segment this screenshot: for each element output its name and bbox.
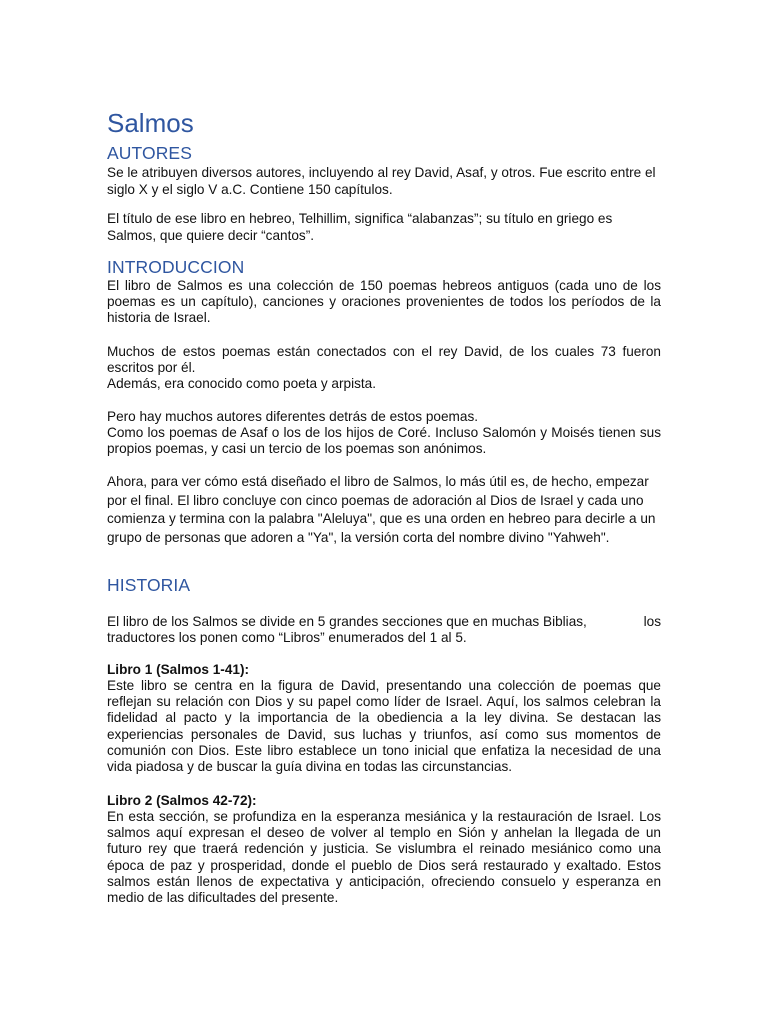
historia-intro-line-1 (107, 614, 661, 630)
historia-intro-line-1-end: los (643, 614, 661, 629)
heading-introduccion: INTRODUCCION (107, 257, 245, 277)
historia-intro-line-2: traductores los ponen como “Libros” enumerados del 1 al 5. (107, 630, 467, 646)
introduccion-paragraph-4: Ahora, para ver cómo está diseñado el libro de Salmos, lo más útil es, de hecho, empezar por el final. El libro concluye con cinco poemas de adoración al Dios de Israel y cada uno comienza y termina con la palabra "Aleluya", que es una orden en hebreo para decirle a un grupo de personas que adoren a "Ya", la versión corta del nombre divino "Yahweh". (107, 474, 656, 545)
introduccion-paragraph-2 (107, 344, 661, 393)
autores-paragraph-2: El título de ese libro en hebreo, Telhillim, significa “alabanzas”; su título en griego es Salmos, que quiere decir “cantos”. (107, 211, 613, 243)
libro-1-title: Libro 1 (Salmos 1-41): (107, 662, 250, 677)
introduccion-paragraph-3 (107, 409, 661, 458)
heading-historia: HISTORIA (107, 575, 191, 595)
libro-1-text: Este libro se centra en la figura de David, presentando una colección de poemas que reflejan su relación con Dios y su papel como líder de Israel. Aquí, los salmos celebran la fidelidad al pacto y la importancia de la obediencia a la ley divina. Se destacan las experiencias personales de David, sus luchas y triunfos, así como sus momentos de comunión con Dios. Este libro establece un tono inicial que enfatiza la necesidad de una vida piadosa y de buscar la guía divina en todas las circunstancias. (107, 678, 661, 775)
introduccion-paragraph-3-first: Pero hay muchos autores diferentes detrás de estos poemas. (107, 409, 479, 424)
document-title: Salmos (107, 108, 194, 138)
introduccion-paragraph-2-text: Muchos de estos poemas están conectados con el rey David, de los cuales 73 fueron escritos por él. (107, 344, 661, 376)
heading-autores: AUTORES (107, 143, 192, 163)
introduccion-paragraph-2-second: Además, era conocido como poeta y arpista. (107, 376, 377, 392)
introduccion-paragraph-3-text: Como los poemas de Asaf o los de los hijos de Coré. Incluso Salomón y Moisés tienen sus propios poemas, y casi un tercio de los poemas son anónimos. (107, 425, 661, 457)
libro-2-title: Libro 2 (Salmos 42-72): (107, 793, 257, 808)
introduccion-paragraph-1: El libro de Salmos es una colección de 150 poemas hebreos antiguos (cada uno de los poemas es un capítulo), canciones y oraciones provenientes de todos los períodos de la historia de Israel. (107, 278, 661, 326)
libro-2-text: En esta sección, se profundiza en la esperanza mesiánica y la restauración de Israel. Los salmos aquí expresan el deseo de volver al templo en Sión y anhelan la llegada de un futuro rey que traerá redención y justicia. Se vislumbra el reinado mesiánico como una época de paz y prosperidad, donde el pueblo de Dios será restaurado y exaltado. Estos salmos están llenos de expectativa y anticipación, ofreciendo consuelo y esperanza en medio de las dificultades del presente. (107, 809, 661, 906)
historia-intro-paragraph (107, 614, 661, 646)
autores-paragraph-1: Se le atribuyen diversos autores, incluyendo al rey David, Asaf, y otros. Fue escrito entre el siglo X y el siglo V a.C. Contiene 150 capítulos. (107, 165, 656, 197)
historia-intro-line-1-text: El libro de los Salmos se divide en 5 grandes secciones que en muchas Biblias, (107, 614, 587, 629)
